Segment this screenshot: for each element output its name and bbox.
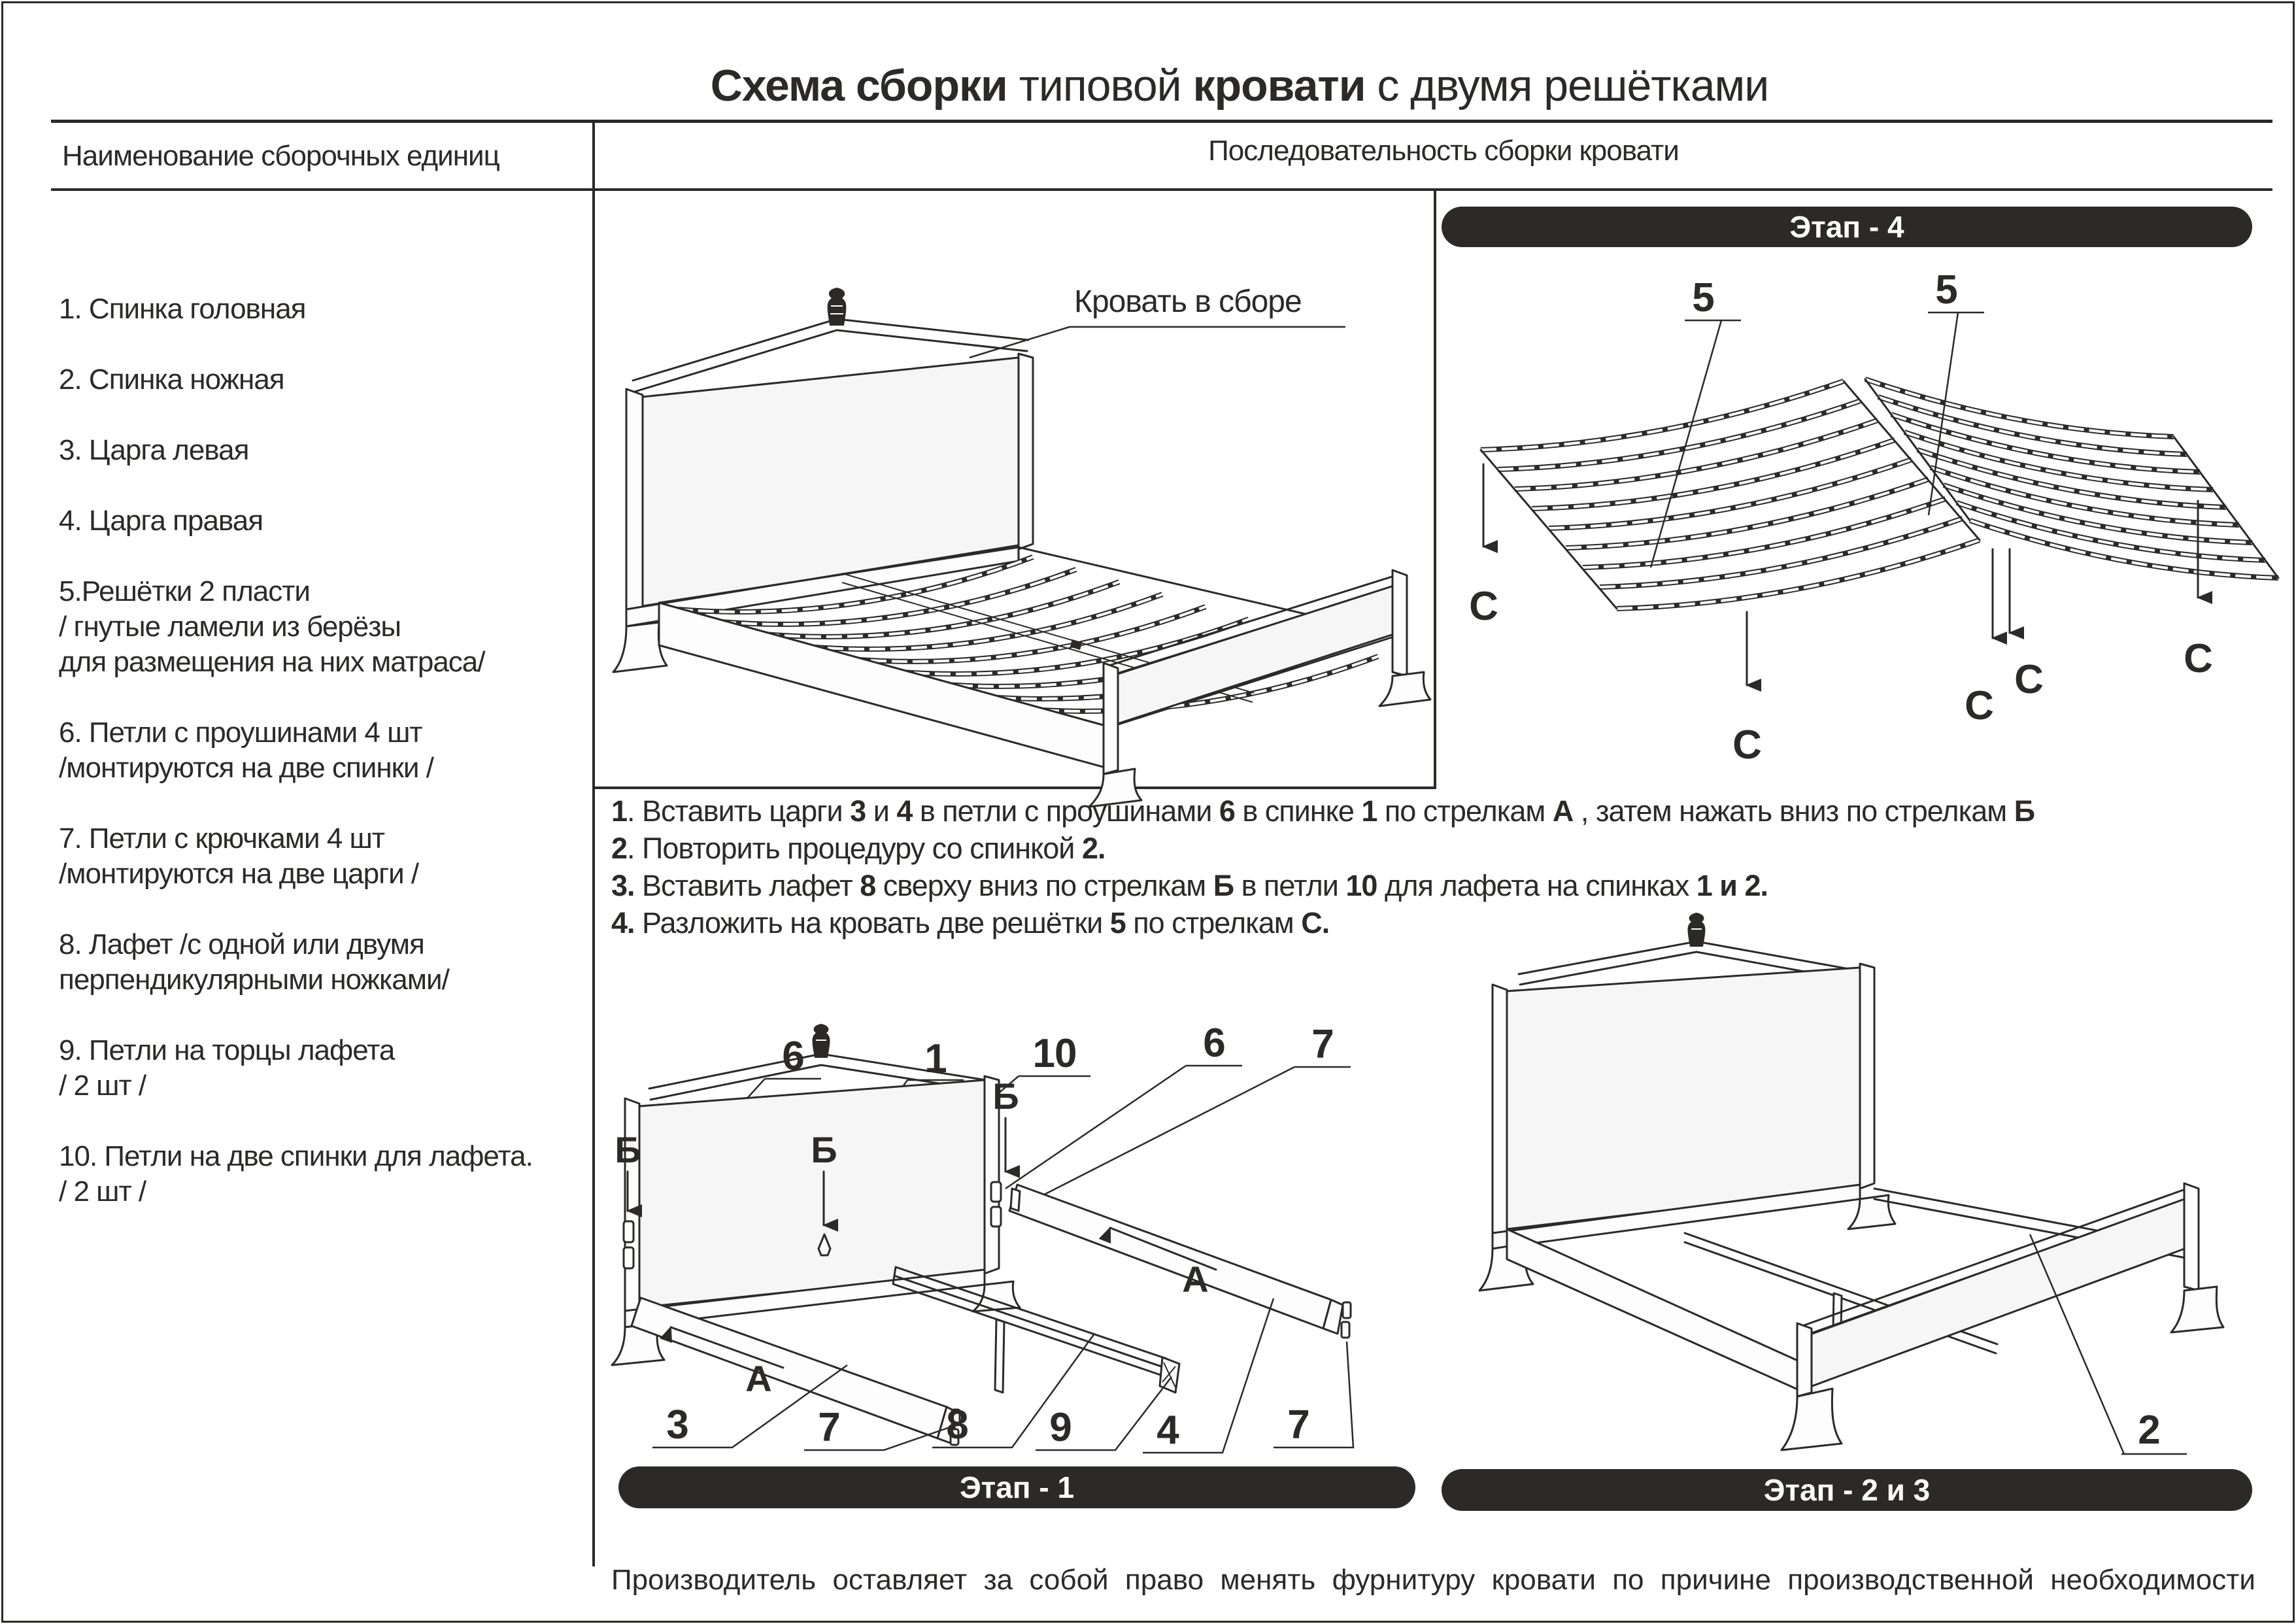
instruction-step: 1. Вставить царги 3 и 4 в петли с проушинами 6 в спинке 1 по стрелкам А , затем нажать вниз по стрелкам Б — [611, 794, 2035, 828]
callout-10-label: 10 — [1032, 1031, 1077, 1076]
left-column-header: Наименование сборочных единиц — [62, 140, 499, 172]
instruction-step: 2. Повторить процедуру со спинкой 2. — [611, 832, 1106, 865]
callout-8-label: 8 — [946, 1402, 968, 1447]
callout-6-label: 6 — [782, 1034, 804, 1079]
callout-5-label: 5 — [1935, 267, 1957, 313]
arrow-a-label: А — [745, 1358, 771, 1399]
lattice-left — [1481, 381, 1980, 609]
headboard-finial — [1688, 913, 1706, 947]
callout-7-label: 7 — [1311, 1022, 1334, 1067]
list-item: 4. Царга правая — [59, 505, 263, 537]
assembled-bed-drawing — [594, 191, 1435, 788]
stage-2-3-drawing — [1442, 907, 2291, 1467]
list-item: 3. Царга левая — [59, 434, 249, 466]
arrow-c-label: С — [2014, 657, 2043, 702]
callout-3-label: 3 — [666, 1402, 688, 1447]
callout-7-label: 7 — [818, 1405, 840, 1450]
callout-1-label: 1 — [924, 1036, 947, 1081]
list-item: 1. Спинка головная — [59, 293, 306, 325]
arrow-c-label: С — [2184, 636, 2212, 681]
list-item: 10. Петли на две спинки для лафета. / 2 шт / — [59, 1140, 533, 1208]
list-item: 5.Решётки 2 пласти / гнутые ламели из берёзы для размещения на них матраса/ — [59, 575, 485, 678]
right-column-header: Последовательность сборки кровати — [1208, 135, 1679, 167]
list-item: 2. Спинка ножная — [59, 364, 284, 396]
page-title: Схема сборки типовой кровати с двумя решётками — [710, 61, 1769, 110]
list-item: 9. Петли на торцы лафета / 2 шт / — [59, 1034, 395, 1102]
callout-4-label: 4 — [1156, 1408, 1179, 1453]
instruction-step: 4. Разложить на кровать две решётки 5 по стрелкам С. — [611, 906, 1330, 939]
arrow-a-label: А — [1182, 1259, 1208, 1300]
parts-list — [59, 292, 588, 1245]
arrow-c-label: С — [1965, 683, 1993, 728]
instruction-step: 3. Вставить лафет 8 сверху вниз по стрелкам Б в петли 10 для лафета на спинках 1 и 2. — [611, 869, 1768, 902]
headboard-finial — [813, 1024, 830, 1058]
arrow-b-label: Б — [615, 1129, 641, 1170]
stage-4-drawing — [1442, 254, 2291, 787]
stage-1-drawing — [594, 941, 1428, 1466]
rail-4 — [1009, 1185, 1331, 1328]
footer-disclaimer: Производитель оставляет за собой право менять фурнитуру кровати по причине производственной необходимости — [611, 1564, 2255, 1596]
arrow-b-label: Б — [992, 1075, 1019, 1117]
assembled-caption: Кровать в сборе — [1074, 284, 1302, 319]
list-item: 8. Лафет /с одной или двумя перпендикулярными ножками/ — [59, 928, 449, 996]
callout-6-label: 6 — [1203, 1021, 1225, 1066]
list-item: 6. Петли с проушинами 4 шт /монтируются на две спинки / — [59, 717, 433, 784]
callout-5-label: 5 — [1692, 275, 1714, 320]
arrow-b-label: Б — [811, 1129, 837, 1170]
callout-9-label: 9 — [1049, 1405, 1072, 1450]
list-item: 7. Петли с крючками 4 шт /монтируются на две царги / — [59, 822, 419, 890]
callout-2-label: 2 — [2138, 1408, 2160, 1453]
stage-1-banner: Этап - 1 — [618, 1466, 1415, 1508]
headboard-finial — [828, 288, 847, 326]
stage-4-banner: Этап - 4 — [1442, 207, 2252, 247]
stage-2-3-banner: Этап - 2 и 3 — [1442, 1469, 2252, 1511]
callout-7-label: 7 — [1287, 1402, 1309, 1447]
title-separator-line — [51, 120, 2272, 123]
arrow-c-label: С — [1732, 722, 1761, 768]
arrow-c-label: С — [1469, 584, 1498, 629]
near-rail — [1507, 1229, 1808, 1394]
